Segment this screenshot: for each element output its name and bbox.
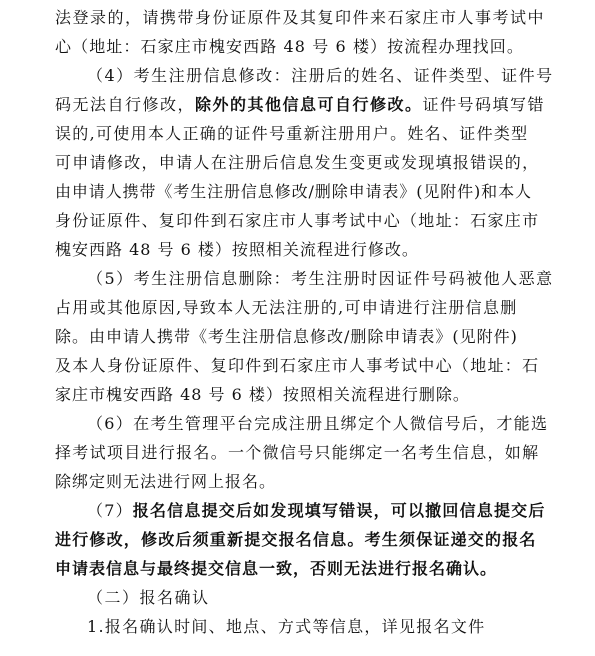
section-heading (87, 586, 595, 610)
text-segment: （4）考生注册信息修改：注册后的姓名、证件类型、证件号 (87, 66, 554, 85)
text-line (55, 93, 563, 117)
text-segment: 家庄市槐安西路 48 号 6 楼）按照相关流程进行删除。 (55, 385, 470, 404)
text-line (87, 412, 595, 436)
bold-text-segment: 除外的其他信息可自行修改。 (195, 95, 423, 114)
text-segment: 码无法自行修改， (55, 95, 196, 114)
text-line (55, 441, 563, 465)
text-line (55, 180, 563, 204)
text-segment: 由申请人携带《考生注册信息修改/删除申请表》(见附件)和本人 (55, 182, 532, 201)
text-line (55, 35, 563, 59)
text-segment: 槐安西路 48 号 6 楼）按照相关流程进行修改。 (55, 240, 419, 259)
text-line (55, 209, 563, 233)
text-line (55, 470, 563, 494)
text-line (55, 238, 563, 262)
text-line (55, 383, 563, 407)
text-segment: 证件号码填写错 (422, 95, 546, 114)
text-line (55, 528, 563, 552)
text-line (55, 6, 563, 30)
text-segment: 误的,可使用本人正确的证件号重新注册用户。姓名、证件类型 (55, 124, 529, 143)
text-segment: 占用或其他原因,导致本人无法注册的,可申请进行注册信息删 (55, 298, 518, 317)
text-segment: 法登录的，请携带身份证原件及其复印件来石家庄市人事考试中 (55, 8, 546, 27)
bold-text-segment: 进行修改，修改后须重新提交报名信息。考生须保证递交的报名 (55, 530, 537, 549)
text-line (87, 499, 595, 523)
text-line (55, 151, 563, 175)
text-line (55, 122, 563, 146)
text-line (55, 557, 563, 581)
text-segment: 心（地址：石家庄市槐安西路 48 号 6 楼）按流程办理找回。 (55, 37, 524, 56)
bold-text-segment: 申请表信息与最终提交信息一致，否则无法进行报名确认。 (55, 559, 498, 578)
text-line (55, 325, 563, 349)
text-segment: 及本人身份证原件、复印件到石家庄市人事考试中心（地址：石 (55, 356, 540, 375)
text-segment: 除绑定则无法进行网上报名。 (55, 472, 277, 491)
text-segment: 可申请修改，申请人在注册后信息发生变更或发现填报错误的， (55, 153, 540, 172)
text-segment: 择考试项目进行报名。一个微信号只能绑定一名考生信息，如解 (55, 443, 540, 462)
text-segment: 身份证原件、复印件到石家庄市人事考试中心（地址：石家庄市 (55, 211, 540, 230)
text-segment: （5）考生注册信息删除：考生注册时因证件号码被他人恶意 (87, 269, 554, 288)
text-line (87, 267, 595, 291)
text-line (87, 64, 595, 88)
text-segment: （二）报名确认 (87, 588, 210, 607)
text-segment: （6）在考生管理平台完成注册且绑定个人微信号后，才能选 (87, 414, 549, 433)
text-line (87, 615, 595, 639)
bold-text-segment: 报名信息提交后如发现填写错误，可以撤回信息提交后 (132, 501, 546, 520)
text-segment: 1.报名确认时间、地点、方式等信息，详见报名文件 (87, 617, 486, 636)
text-line (55, 296, 563, 320)
text-segment: （7） (87, 501, 133, 520)
text-segment: 除。由申请人携带《考生注册信息修改/删除申请表》(见附件) (55, 327, 518, 346)
text-line (55, 354, 563, 378)
